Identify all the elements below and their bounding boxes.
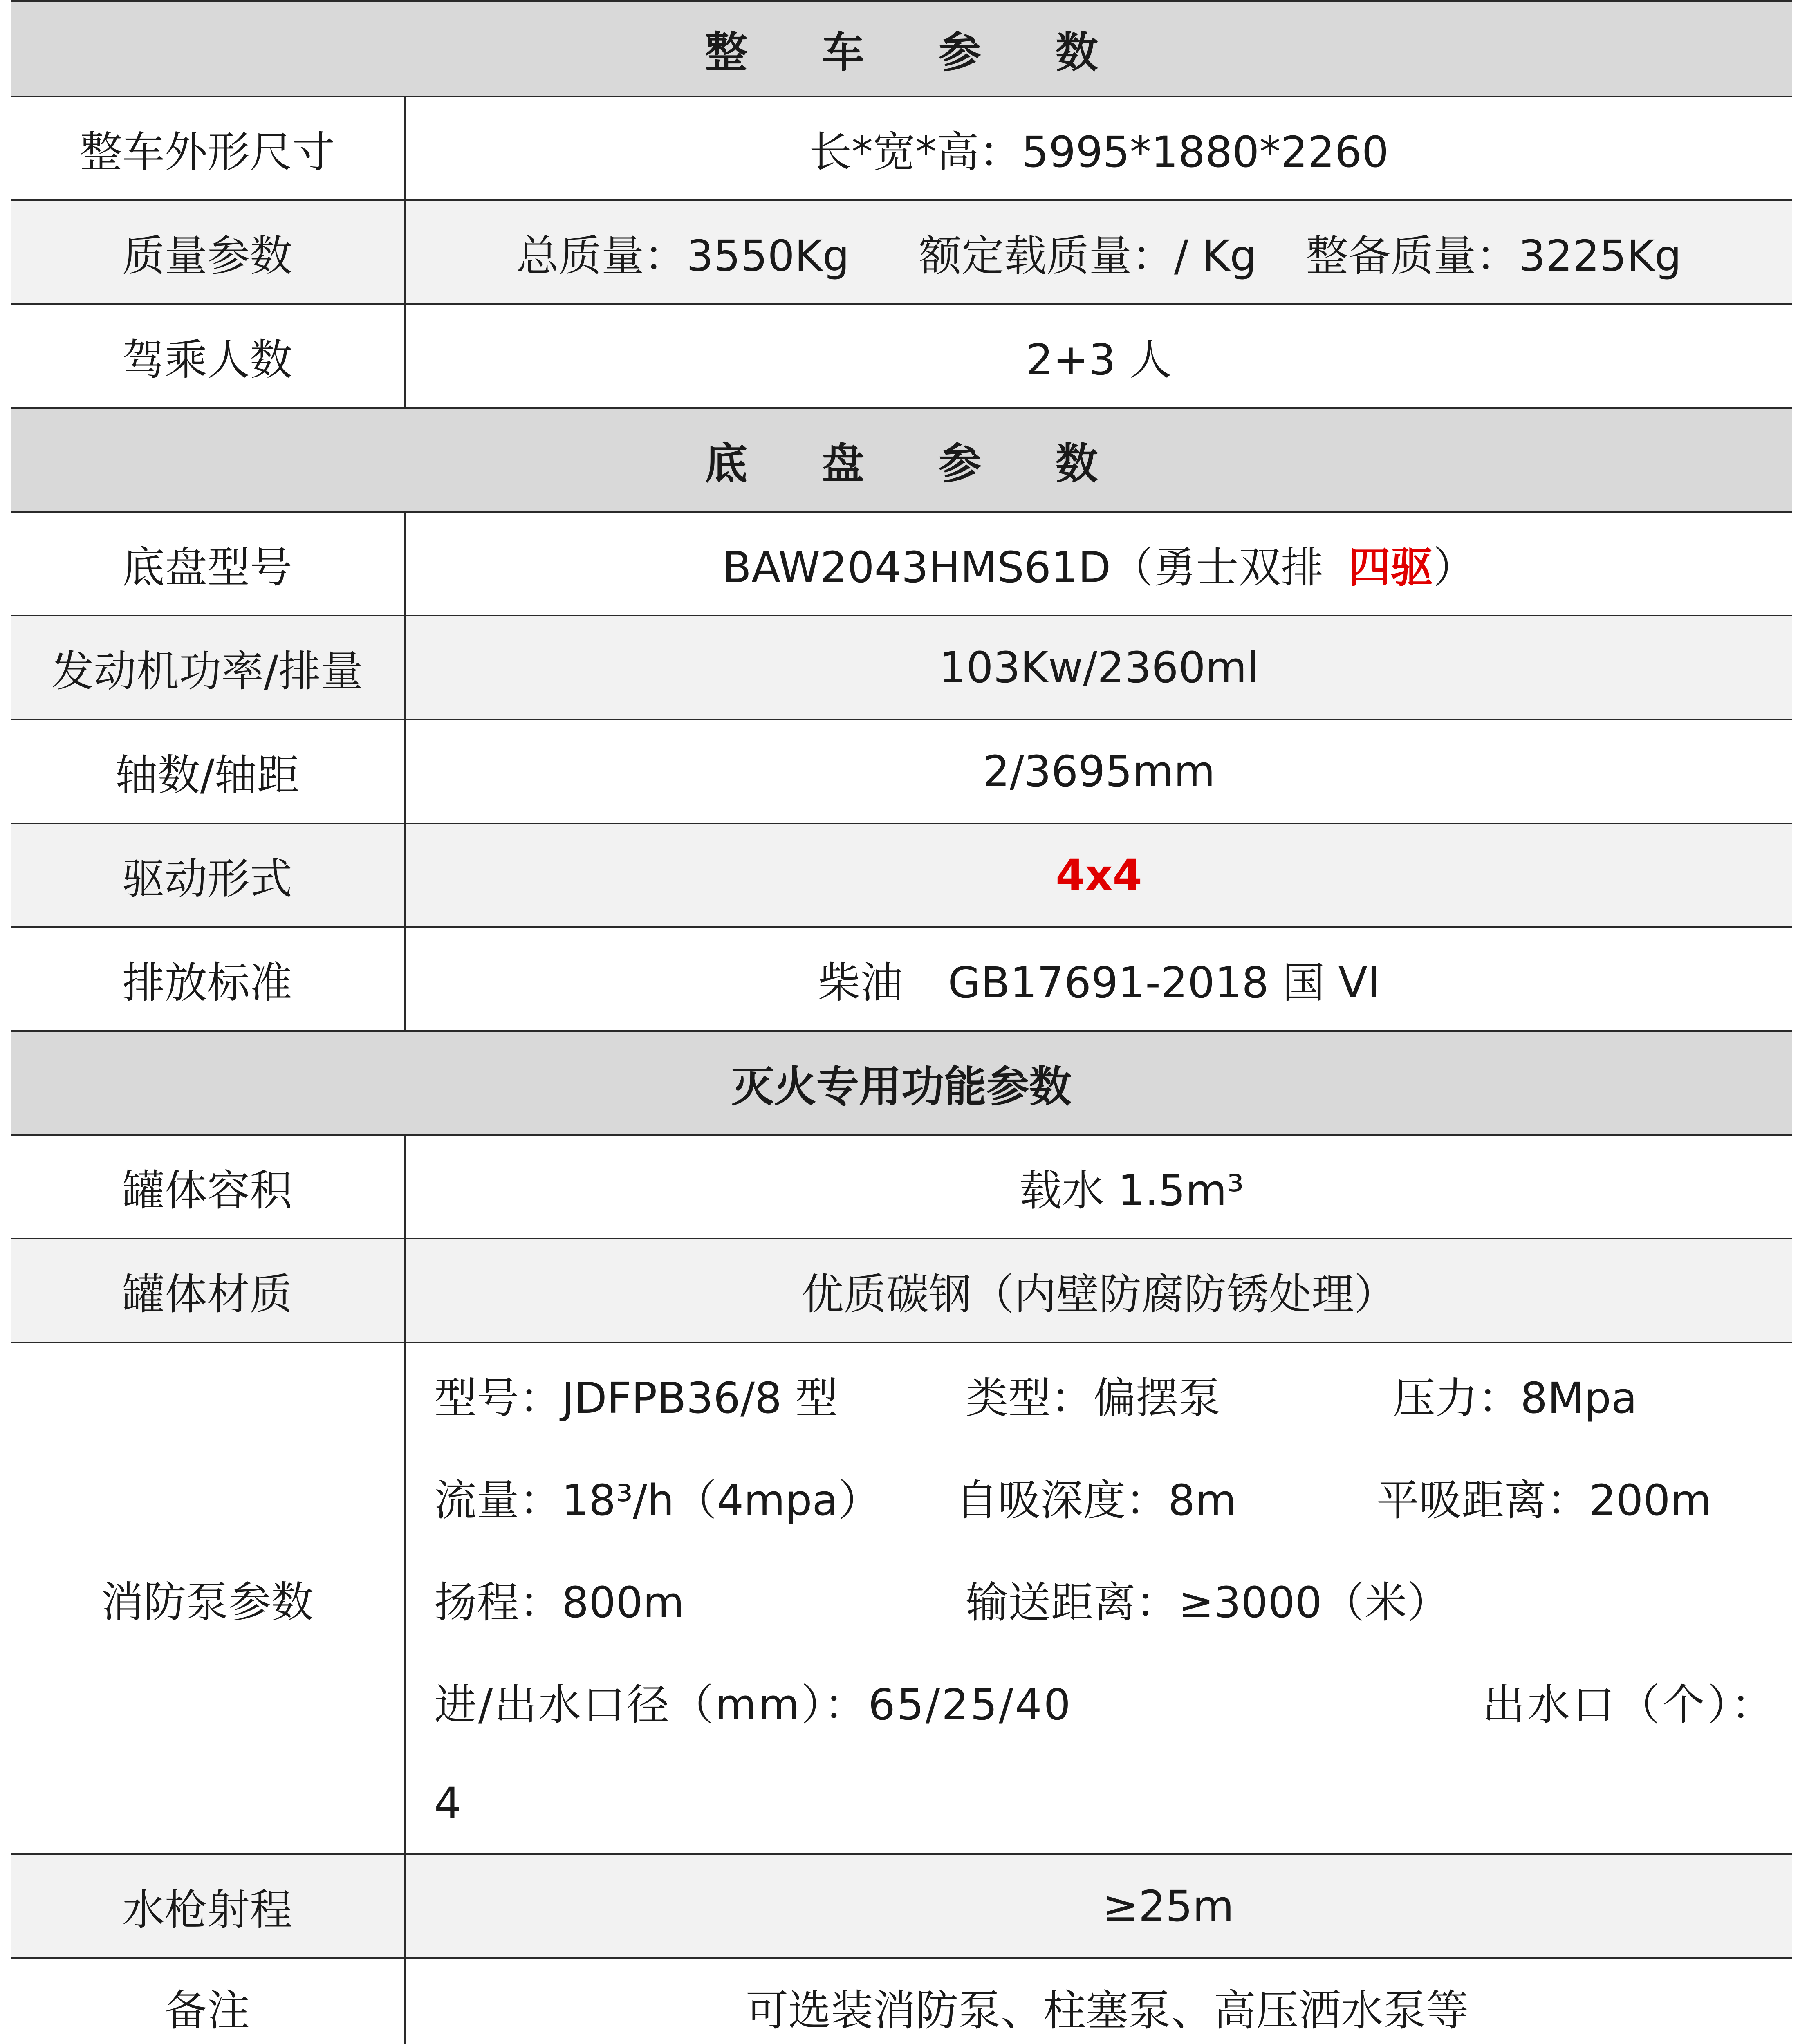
pump-line (434, 1650, 1776, 1752)
row-value: 长*宽*高：5995*1880*2260 (809, 127, 1389, 177)
row-occupants (11, 305, 1792, 409)
section-header-vehicle (11, 0, 1792, 97)
section-header-chassis (11, 409, 1792, 513)
row-value: 载水 1.5m³ (1019, 1165, 1244, 1215)
row-value: ≥25m (1103, 1881, 1234, 1931)
row-label: 罐体材质 (11, 1239, 406, 1342)
pump-outlets-label: 出水口（个）： (1482, 1680, 1776, 1730)
pump-type: 类型：偏摆泵 (966, 1373, 1221, 1423)
row-value (406, 928, 1792, 1030)
row-label: 发动机功率/排量 (11, 616, 406, 719)
pump-suction: 自吸深度：8m (955, 1475, 1237, 1525)
row-tank-material (11, 1239, 1792, 1343)
row-value: 可选装消防泵、柱塞泵、高压洒水泵等 (745, 1985, 1468, 2035)
row-label: 轴数/轴距 (11, 720, 406, 823)
row-label: 质量参数 (11, 201, 406, 303)
pump-line (434, 1446, 1776, 1548)
emission-standard: GB17691-2018 国 VI (948, 958, 1380, 1008)
curb-mass: 整备质量：3225Kg (1306, 231, 1682, 281)
section-title: 灭火专用功能参数 (731, 1062, 1072, 1112)
pump-line (434, 1752, 1776, 1854)
row-value: 2/3695mm (982, 746, 1215, 796)
chassis-model-suffix: ） (1433, 542, 1476, 592)
row-engine (11, 616, 1792, 720)
row-value (406, 513, 1792, 615)
row-label: 罐体容积 (11, 1136, 406, 1238)
pump-line (434, 1343, 1776, 1446)
pump-lift: 扬程：800m (434, 1578, 684, 1627)
row-value: 4x4 (1056, 850, 1142, 900)
pump-pressure: 压力：8Mpa (1393, 1373, 1637, 1423)
row-value: 优质碳钢（内壁防腐防锈处理） (801, 1269, 1397, 1319)
row-label: 底盘型号 (11, 513, 406, 615)
section-header-fire (11, 1032, 1792, 1136)
row-value (406, 201, 1792, 303)
pump-flow: 流量：18³/h（4mpa） (434, 1475, 881, 1525)
pump-horizontal: 平吸距离：200m (1377, 1475, 1712, 1525)
chassis-model-text: BAW2043HMS61D（勇士双排 (722, 542, 1324, 592)
row-label: 消防泵参数 (11, 1343, 406, 1853)
section-title: 整 车 参 数 (705, 27, 1128, 77)
pump-model: 型号：JDFPB36/8 型 (434, 1373, 838, 1423)
pump-details (434, 1343, 1792, 1853)
row-label: 驱动形式 (11, 824, 406, 926)
total-mass: 总质量：3550Kg (516, 231, 850, 281)
row-range (11, 1855, 1792, 1959)
row-drive (11, 824, 1792, 928)
row-value: 2+3 人 (1026, 335, 1172, 385)
row-axle (11, 720, 1792, 824)
row-mass (11, 201, 1792, 305)
pump-diameter: 进/出水口径（mm）：65/25/40 (434, 1680, 1072, 1730)
row-label: 水枪射程 (11, 1855, 406, 1957)
row-pump (11, 1343, 1792, 1855)
row-notes (11, 1959, 1792, 2044)
row-dimensions (11, 97, 1792, 201)
section-title: 底 盘 参 数 (705, 439, 1128, 489)
pump-line (434, 1548, 1776, 1650)
row-tank-volume (11, 1136, 1792, 1239)
four-wheel-drive-highlight: 四驱 (1348, 542, 1433, 592)
fuel-type: 柴油 (818, 958, 903, 1008)
rated-load: 额定载质量：/ Kg (919, 231, 1257, 281)
row-label: 排放标准 (11, 928, 406, 1030)
spec-table (11, 0, 1792, 2044)
row-label: 备注 (11, 1959, 406, 2044)
row-label: 驾乘人数 (11, 305, 406, 407)
row-emission (11, 928, 1792, 1032)
row-label: 整车外形尺寸 (11, 97, 406, 199)
row-value: 103Kw/2360ml (939, 643, 1259, 693)
pump-delivery: 输送距离：≥3000（米） (966, 1578, 1450, 1627)
pump-outlets-value: 4 (434, 1778, 462, 1828)
row-chassis-model (11, 513, 1792, 616)
